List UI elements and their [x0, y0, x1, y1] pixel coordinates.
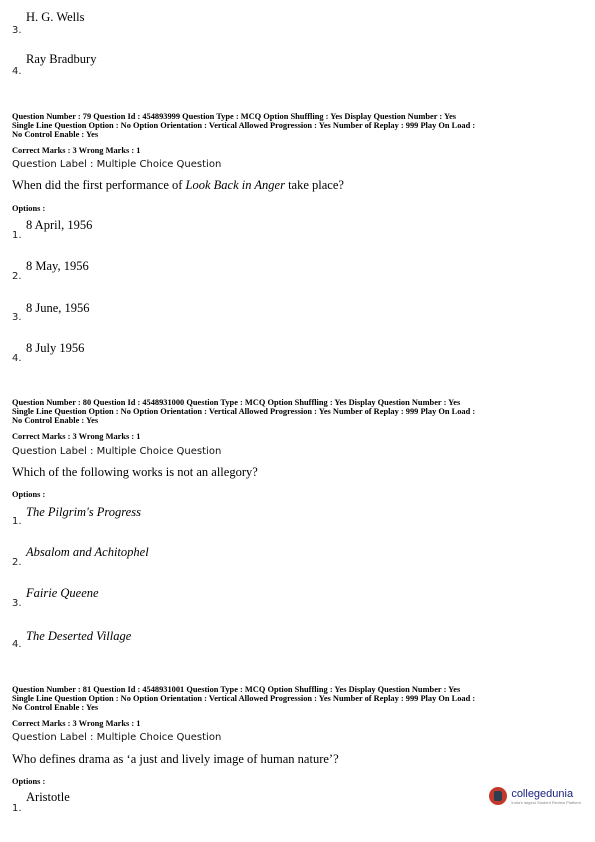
collegedunia-logo	[489, 787, 581, 805]
question-text: Which of the following works is not an allegory?	[12, 465, 258, 479]
question-meta	[12, 398, 590, 425]
question-label: Question Label : Multiple Choice Question	[12, 159, 222, 170]
question-meta	[12, 685, 590, 712]
option-number: 4.	[12, 66, 22, 77]
marks-line: Correct Marks : 3 Wrong Marks : 1	[12, 432, 141, 441]
option-text: Ray Bradbury	[26, 52, 97, 66]
question-label: Question Label : Multiple Choice Question	[12, 732, 222, 743]
option-text[interactable]: 8 May, 1956	[26, 259, 89, 273]
option-number: 3.	[12, 25, 22, 36]
option-number: 1.	[12, 516, 22, 527]
options-label: Options :	[12, 777, 46, 786]
option-text[interactable]: The Pilgrim's Progress	[26, 505, 141, 519]
question-text: Who defines drama as ‘a just and lively image of human nature’?	[12, 752, 339, 766]
option-number: 1.	[12, 230, 22, 241]
options-label: Options :	[12, 490, 46, 499]
mascot-icon	[489, 787, 507, 805]
option-number: 4.	[12, 353, 22, 364]
option-text[interactable]: 8 April, 1956	[26, 218, 93, 232]
meta-line: No Control Enable : Yes	[12, 703, 99, 712]
logo-name: collegedunia	[511, 787, 574, 800]
meta-line: Single Line Question Option : No Option Orientation : Vertical Allowed Progression : Yes Number of Replay : 999 Play On Load :	[12, 121, 476, 130]
option-text[interactable]: 8 June, 1956	[26, 301, 90, 315]
meta-line: Question Number : 79 Question Id : 454893999 Question Type : MCQ Option Shuffling : Yes Display Question Number : Yes	[12, 112, 457, 121]
option-text[interactable]: Absalom and Achitophel	[26, 545, 149, 559]
option-text[interactable]: Aristotle	[26, 790, 70, 804]
options-label: Options :	[12, 204, 46, 213]
meta-line: Question Number : 81 Question Id : 4548931001 Question Type : MCQ Option Shuffling : Yes Display Question Number : Yes	[12, 685, 461, 694]
option-number: 2.	[12, 271, 22, 282]
meta-line: No Control Enable : Yes	[12, 130, 99, 139]
question-meta	[12, 112, 590, 139]
meta-line: Single Line Question Option : No Option Orientation : Vertical Allowed Progression : Yes Number of Replay : 999 Play On Load :	[12, 407, 476, 416]
logo-tagline: India's largest Student Review Platform	[511, 799, 581, 805]
option-text[interactable]: Fairie Queene	[26, 586, 99, 600]
option-number: 4.	[12, 639, 22, 650]
option-number: 2.	[12, 557, 22, 568]
meta-line: Single Line Question Option : No Option Orientation : Vertical Allowed Progression : Yes Number of Replay : 999 Play On Load :	[12, 694, 476, 703]
option-text[interactable]: The Deserted Village	[26, 629, 132, 643]
option-text[interactable]: 8 July 1956	[26, 341, 85, 355]
marks-line: Correct Marks : 3 Wrong Marks : 1	[12, 146, 141, 155]
meta-line: Question Number : 80 Question Id : 4548931000 Question Type : MCQ Option Shuffling : Yes Display Question Number : Yes	[12, 398, 461, 407]
option-number: 1.	[12, 803, 22, 814]
question-label: Question Label : Multiple Choice Question	[12, 446, 222, 457]
meta-line: No Control Enable : Yes	[12, 416, 99, 425]
option-text: H. G. Wells	[26, 10, 85, 24]
question-text: When did the first performance of Look Back in Anger take place?	[12, 178, 344, 192]
marks-line: Correct Marks : 3 Wrong Marks : 1	[12, 719, 141, 728]
option-number: 3.	[12, 312, 22, 323]
option-number: 3.	[12, 598, 22, 609]
